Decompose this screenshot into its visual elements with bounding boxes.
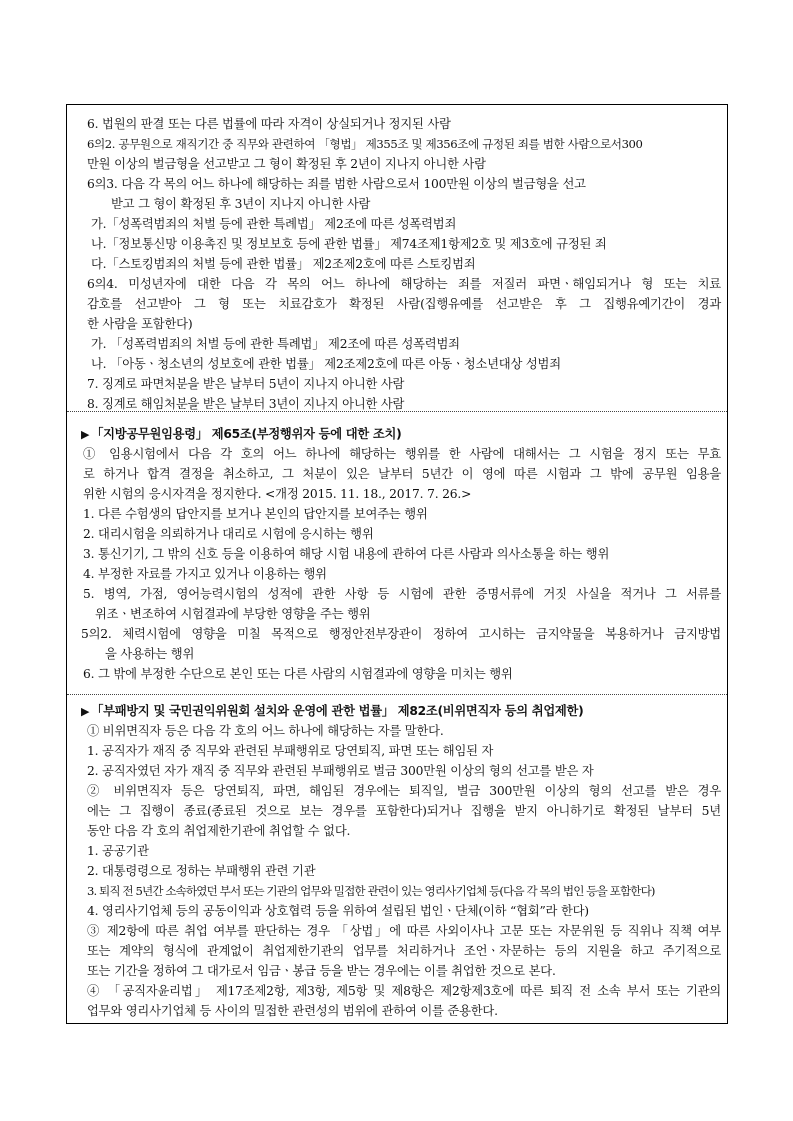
section-heading-text: 「부패방지 및 국민권익위원회 설치와 운영에 관한 법률」 제82조(비위면직자 등의 취업제한): [91, 704, 584, 718]
item-1: 1. 다른 수험생의 답안지를 보거나 본인의 답안지를 보여주는 행위: [83, 507, 428, 521]
item-4: 4. 영리사기업체 등의 공동이익과 상호협력 등을 위하여 설립된 법인ㆍ단체(이하 “협회”라 한다): [87, 904, 589, 918]
clause-6-3-da: 다.「스토킹범죄의 처벌 등에 관한 법률」 제2조제2호에 따른 스토킹범죄: [91, 257, 476, 271]
paragraph-1: ① 임용시험에서 다음 각 호의 어느 하나에 해당하는 행위를 한 사람에 대해서는 그 시험을 정지 또는 무효: [83, 447, 721, 461]
paragraph-1-cont2: 위한 시험의 응시자격을 정지한다. <개정 2015. 11. 18., 2017. 7. 26.>: [83, 487, 472, 501]
clause-6-4-ga: 가. 「성폭력범죄의 처벌 등에 관한 특례법」 제2조에 따른 성폭력범죄: [91, 337, 460, 351]
triangle-bullet-icon: ▶: [81, 428, 90, 441]
triangle-bullet-icon: ▶: [81, 705, 90, 718]
item-5-2: 5의2. 체력시험에 영향을 미칠 목적으로 행정안전부장관이 정하여 고시하는 금지약물을 복용하거나 금지방법: [81, 627, 721, 641]
paragraph-2: ② 비위면직자 등은 당연퇴직, 파면, 해임된 경우에는 퇴직일, 벌금 300만원 이상의 형의 선고를 받은 경우: [87, 784, 721, 798]
document-frame: [66, 104, 728, 1024]
item-6: 6. 그 밖에 부정한 수단으로 본인 또는 다른 사람의 시험결과에 영향을 미치는 행위: [83, 667, 513, 681]
dotted-divider: [67, 411, 727, 412]
paragraph-4: ④ 「공직자윤리법」 제17조제2항, 제3항, 제5항 및 제8항은 제2항제3호에 따른 퇴직 전 소속 부서 또는 기관의: [87, 984, 721, 998]
clause-6-3: 6의3. 다음 각 목의 어느 하나에 해당하는 죄를 범한 사람으로서 100만원 이상의 벌금형을 선고: [87, 177, 586, 191]
local-civil-service-section: [67, 424, 727, 684]
clause-8: 8. 징계로 해임처분을 받은 날부터 3년이 지나지 아니한 사람: [87, 397, 405, 411]
clause-6-4-cont2: 한 사람을 포함한다): [87, 317, 193, 331]
item-4: 4. 부정한 자료를 가지고 있거나 이용하는 행위: [83, 567, 327, 581]
clause-6-2-cont: 만원 이상의 벌금형을 선고받고 그 형이 확정된 후 2년이 지나지 아니한 사람: [87, 157, 486, 171]
clause-6-2: 6의2. 공무원으로 재직기간 중 직무와 관련하여 「형법」 제355조 및 제356조에 규정된 죄를 범한 사람으로서300: [87, 137, 643, 151]
item-3: 3. 통신기기, 그 밖의 신호 등을 이용하여 해당 시험 내용에 관하여 다른 사람과 의사소통을 하는 행위: [83, 547, 610, 561]
item-5: 5. 병역, 가점, 영어능력시험의 성적에 관한 사항 등 시험에 관한 증명서류에 거짓 사실을 적거나 그 서류를: [83, 587, 721, 601]
item-2: 2. 대통령령으로 정하는 부패행위 관련 기관: [87, 864, 316, 878]
paragraph-2-cont: 에는 그 집행이 종료(종료된 것으로 보는 경우를 포함한다)되거나 집행을 받지 아니하기로 확정된 날부터 5년: [87, 804, 721, 818]
paragraph-4-cont: 업무와 영리사기업체 등 사이의 밀접한 관련성의 범위에 관하여 이를 준용한다.: [87, 1004, 498, 1018]
clause-6-3-cont: 받고 그 형이 확정된 후 3년이 지나지 아니한 사람: [111, 197, 371, 211]
item-2: 2. 대리시험을 의뢰하거나 대리로 시험에 응시하는 행위: [83, 527, 374, 541]
item-5-cont: 위조ㆍ변조하여 시험결과에 부당한 영향을 주는 행위: [95, 607, 371, 621]
item-2: 2. 공직자였던 자가 재직 중 직무와 관련된 부패행위로 벌금 300만원 이상의 형의 선고를 받은 자: [87, 764, 594, 778]
paragraph-2-cont2: 동안 다음 각 호의 취업제한기관에 취업할 수 없다.: [87, 824, 351, 838]
paragraph-3-cont2: 또는 기간을 정하여 그 대가로서 임금ㆍ봉급 등을 받는 경우에는 이를 취업한 것으로 본다.: [87, 964, 556, 978]
clause-6: 6. 법원의 판결 또는 다른 법률에 따라 자격이 상실되거나 정지된 사람: [87, 117, 451, 131]
paragraph-3-cont: 또는 계약의 형식에 관계없이 취업제한기관의 업무를 처리하거나 조언ㆍ자문하는 등의 지원을 하고 주기적으로: [87, 944, 721, 958]
section-heading-text: 「지방공무원임용령」 제65조(부정행위자 등에 대한 조치): [91, 427, 402, 441]
item-1: 1. 공직자가 재직 중 직무와 관련된 부패행위로 당연퇴직, 파면 또는 해임된 자: [87, 744, 494, 758]
disqualification-list-section: [67, 114, 727, 414]
clause-6-3-ga: 가.「성폭력범죄의 처벌 등에 관한 특례법」 제2조에 따른 성폭력범죄: [91, 217, 457, 231]
clause-6-3-na: 나.「정보통신망 이용촉진 및 정보보호 등에 관한 법률」 제74조제1항제2호 및 제3호에 규정된 죄: [91, 237, 607, 251]
item-5-2-cont: 을 사용하는 행위: [105, 647, 195, 661]
clause-7: 7. 징계로 파면처분을 받은 날부터 5년이 지나지 아니한 사람: [87, 377, 405, 391]
clause-6-4-na: 나. 「아동ㆍ청소년의 성보호에 관한 법률」 제2조제2호에 따른 아동ㆍ청소년대상 성범죄: [91, 357, 561, 371]
paragraph-1: ① 비위면직자 등은 다음 각 호의 어느 하나에 해당하는 자를 말한다.: [87, 724, 444, 738]
section-heading: [67, 424, 727, 444]
dotted-divider: [67, 694, 727, 695]
section-heading: [67, 701, 727, 721]
paragraph-1-cont: 로 하거나 합격 결정을 취소하고, 그 처분이 있은 날부터 5년간 이 영에 따른 시험과 그 밖에 공무원 임용을: [83, 467, 721, 481]
clause-6-4: 6의4. 미성년자에 대한 다음 각 목의 어느 하나에 해당하는 죄를 저질러 파면ㆍ해임되거나 형 또는 치료: [87, 277, 721, 291]
anti-corruption-section: [67, 701, 727, 1021]
item-1: 1. 공공기관: [87, 844, 149, 858]
clause-6-4-cont: 감호를 선고받아 그 형 또는 치료감호가 확정된 사람(집행유예를 선고받은 후 그 집행유예기간이 경과: [87, 297, 721, 311]
paragraph-3: ③ 제2항에 따른 취업 여부를 판단하는 경우 「상법」에 따른 사외이사나 고문 또는 자문위원 등 직위나 직책 여부: [87, 924, 721, 938]
item-3: 3. 퇴직 전 5년간 소속하였던 부서 또는 기관의 업무와 밀접한 관련이 있는 영리사기업체 등(다음 각 목의 법인 등을 포함한다): [87, 884, 655, 898]
